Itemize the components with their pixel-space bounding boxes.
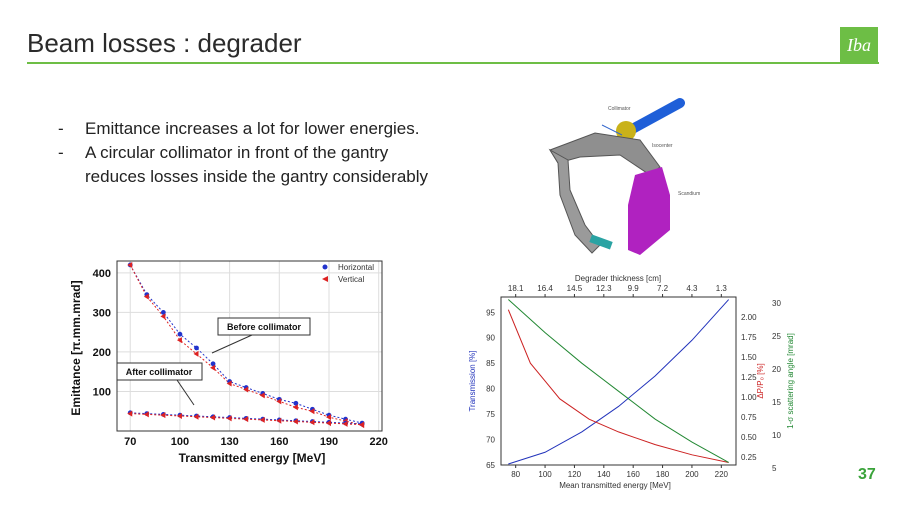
x2-tick-label: 18.1	[507, 284, 524, 293]
y-tick-label: 75	[486, 410, 495, 420]
x-axis-label: Mean transmitted energy [MeV]	[559, 481, 671, 490]
page-number: 37	[858, 466, 876, 483]
y-right1-tick-label: 0.25	[741, 453, 757, 462]
x-tick-label: 200	[685, 470, 699, 479]
x2-tick-label: 12.3	[596, 284, 612, 293]
y-right2-tick-label: 20	[772, 365, 781, 374]
bullet-marker: -	[58, 143, 64, 162]
scandium-label: Scandium	[678, 191, 700, 197]
y-right1-tick-label: 1.50	[741, 353, 757, 362]
series-line	[130, 265, 365, 423]
y-right1-tick-label: 0.75	[741, 413, 757, 422]
y-tick-label: 300	[92, 307, 111, 320]
series-line	[130, 265, 365, 425]
bullet-text: Emittance increases a lot for lower energies.	[85, 119, 420, 138]
y-tick-label: 90	[486, 333, 495, 343]
x2-tick-label: 7.2	[657, 284, 669, 293]
bullet-text: A circular collimator in front of the gantry	[85, 143, 389, 162]
annotation-after-collimator: After collimator	[125, 367, 193, 377]
transmission-chart	[465, 270, 805, 495]
x-tick-label: 160	[626, 470, 640, 479]
x-tick-label: 130	[220, 436, 239, 448]
title-underline	[27, 62, 879, 64]
y-tick-label: 65	[486, 461, 495, 470]
y-right1-label: ΔP/P₀ [%]	[756, 363, 765, 399]
y-right2-tick-label: 30	[772, 299, 781, 308]
x-tick-label: 180	[655, 470, 670, 479]
y-tick-label: 70	[486, 435, 495, 445]
x-tick-label: 80	[511, 470, 521, 479]
y-tick-label: 95	[486, 308, 495, 318]
x-tick-label: 70	[124, 436, 137, 448]
y-right1-tick-label: 1.75	[741, 333, 757, 342]
data-point	[194, 346, 199, 351]
x-tick-label: 220	[714, 470, 728, 479]
x2-tick-label: 14.5	[566, 284, 583, 293]
slide-title: Beam losses : degrader	[27, 28, 302, 58]
y-right1-tick-label: 0.50	[741, 433, 757, 442]
bullet-continuation: reduces losses inside the gantry considerably	[85, 167, 429, 186]
legend-marker-vertical	[322, 276, 328, 282]
y-right2-tick-label: 5	[772, 464, 777, 473]
y-tick-label: 200	[92, 346, 111, 359]
y-right2-tick-label: 25	[772, 332, 781, 341]
series-line	[508, 300, 728, 463]
y-tick-label: 400	[92, 267, 111, 280]
x2-tick-label: 4.3	[686, 284, 698, 293]
collimator-label: Collimator	[608, 106, 631, 112]
gantry-figure	[530, 95, 700, 265]
data-point	[178, 332, 183, 337]
y-right1-tick-label: 1.00	[741, 393, 757, 402]
x-tick-label: 100	[170, 436, 190, 448]
x2-tick-label: 9.9	[627, 284, 639, 293]
plot-frame	[501, 297, 736, 465]
y-right1-tick-label: 1.25	[741, 373, 757, 382]
x-tick-label: 220	[369, 436, 388, 448]
y-axis-label: Emittance [π.mm.mrad]	[69, 280, 83, 416]
y-tick-label: 85	[486, 359, 495, 369]
iba-logo: Iba	[840, 27, 878, 63]
annotation-arrow-before	[212, 335, 252, 353]
y-right2-tick-label: 10	[772, 431, 781, 440]
y-tick-label: 100	[92, 386, 111, 399]
x-tick-label: 140	[597, 470, 611, 479]
series-line	[508, 310, 728, 463]
bullet-item	[58, 117, 428, 141]
isocenter-label: Isocenter	[652, 143, 673, 149]
legend-marker-horizontal	[323, 265, 328, 270]
legend-label-vertical: Vertical	[338, 275, 365, 284]
legend-label-horizontal: Horizontal	[338, 263, 375, 272]
emittance-chart	[62, 253, 402, 468]
y-tick-label: 80	[486, 384, 495, 394]
bullet-marker: -	[58, 119, 64, 138]
x-axis-label: Transmitted energy [MeV]	[178, 451, 326, 465]
x-tick-label: 190	[319, 436, 339, 448]
x-tick-label: 160	[270, 436, 289, 448]
scanning-magnet	[628, 167, 670, 255]
x-tick-label: 120	[567, 470, 582, 479]
y-axis-label: Transmission [%]	[468, 350, 477, 412]
y-right2-tick-label: 15	[772, 398, 781, 407]
y-right2-label: 1-σ scattering angle [mrad]	[786, 333, 795, 429]
series-line	[508, 300, 728, 464]
x2-tick-label: 16.4	[537, 284, 553, 293]
bullet-item	[58, 141, 428, 165]
y-right1-tick-label: 2.00	[741, 313, 757, 322]
plot-frame	[117, 261, 382, 431]
x2-axis-label: Degrader thickness [cm]	[574, 274, 662, 283]
x2-tick-label: 1.3	[715, 284, 727, 293]
annotation-before-collimator: Before collimator	[226, 322, 302, 332]
bullet-list	[58, 117, 428, 189]
x-tick-label: 100	[538, 470, 552, 479]
